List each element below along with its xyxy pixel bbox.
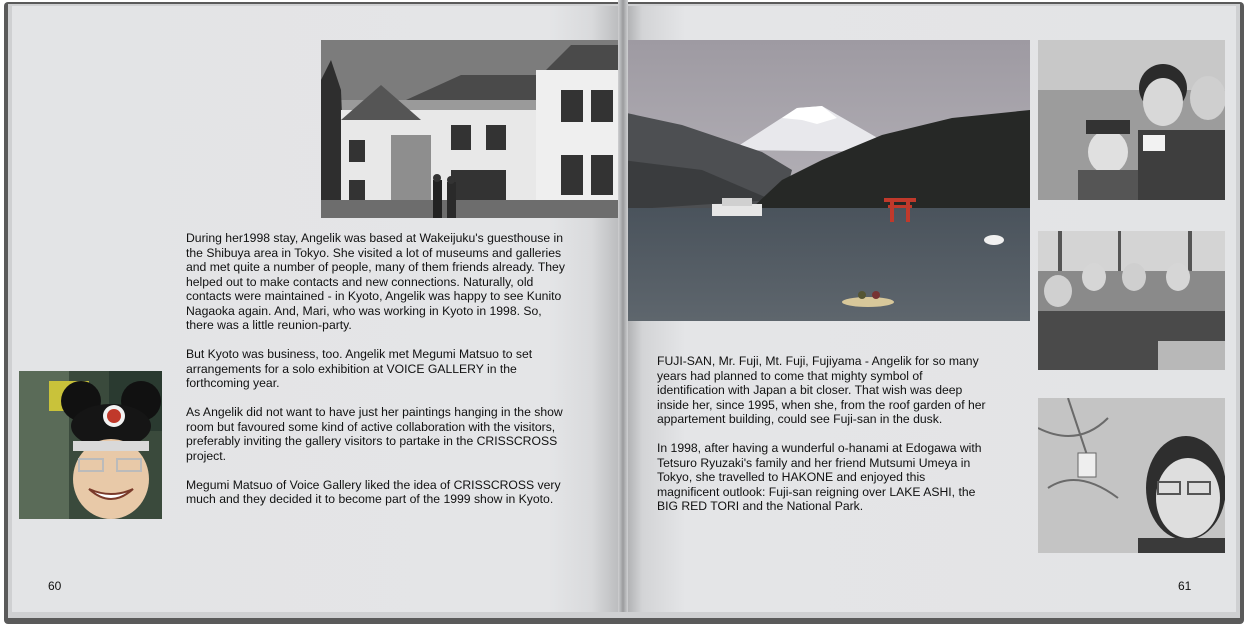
mickey-hat-portrait-photo (19, 371, 162, 519)
left-page-number: 60 (48, 579, 62, 593)
left-page[interactable] (12, 6, 622, 612)
right-page[interactable] (624, 6, 1236, 612)
left-paragraph-3: As Angelik did not want to have just her paintings hanging in the show room but favoured some kind of active collaboration with the visitors, preferably inviting the gallery visitors to partake in the CRISSCROSS project. (186, 405, 563, 463)
family-selfie-photo (1038, 40, 1225, 200)
left-paragraph-4: Megumi Matsuo of Voice Gallery liked the idea of CRISSCROSS very much and they decided it to become part of the 1999 show in Kyoto. (186, 477, 561, 506)
right-paragraph-2: In 1998, after having a wunderful o-hanami at Edogawa with Tetsuro Ryuzaki's family and her friend Mutsumi Umeya in Tokyo, she travelled to HAKONE and enjoyed this magnificent outlook: Fuji-san reigning over LAKE ASHI, the BIG RED TORI and the National Park. (657, 441, 982, 513)
house-photo (321, 40, 622, 218)
left-page-text (186, 231, 566, 521)
left-paragraph-1: During her1998 stay, Angelik was based at Wakeijuku's guesthouse in the Shibuya area in Tokyo. She visited a lot of museums and galleries and met quite a number of people, many of them friends already. They helped out to make contacts and new connections. Naturally, old contacts were maintained - in Kyoto, Angelik was happy to see Kunito Nagaoka again. And, Mari, who was working in Kyoto in 1998. So, there was a little reunion-party. (186, 231, 565, 332)
right-paragraph-1: FUJI-SAN, Mr. Fuji, Mt. Fuji, Fujiyama - Angelik for so many years had planned to come that mighty symbol of identification with Japan a bit closer. That wish was deep inside her, since 1995, when she, from the roof garden of her appartement building, could see Fuji-san in the dusk. (657, 354, 986, 426)
right-page-text (657, 354, 989, 528)
hanami-picnic-photo (1038, 231, 1225, 370)
book-gutter (618, 0, 628, 612)
lake-ashi-fuji-photo (622, 40, 1030, 321)
left-paragraph-2: But Kyoto was business, too. Angelik met Megumi Matsuo to set arrangements for a solo exhibition at VOICE GALLERY in the forthcoming year. (186, 347, 533, 390)
right-page-number: 61 (1178, 579, 1192, 593)
woman-cherry-blossom-photo (1038, 398, 1225, 553)
